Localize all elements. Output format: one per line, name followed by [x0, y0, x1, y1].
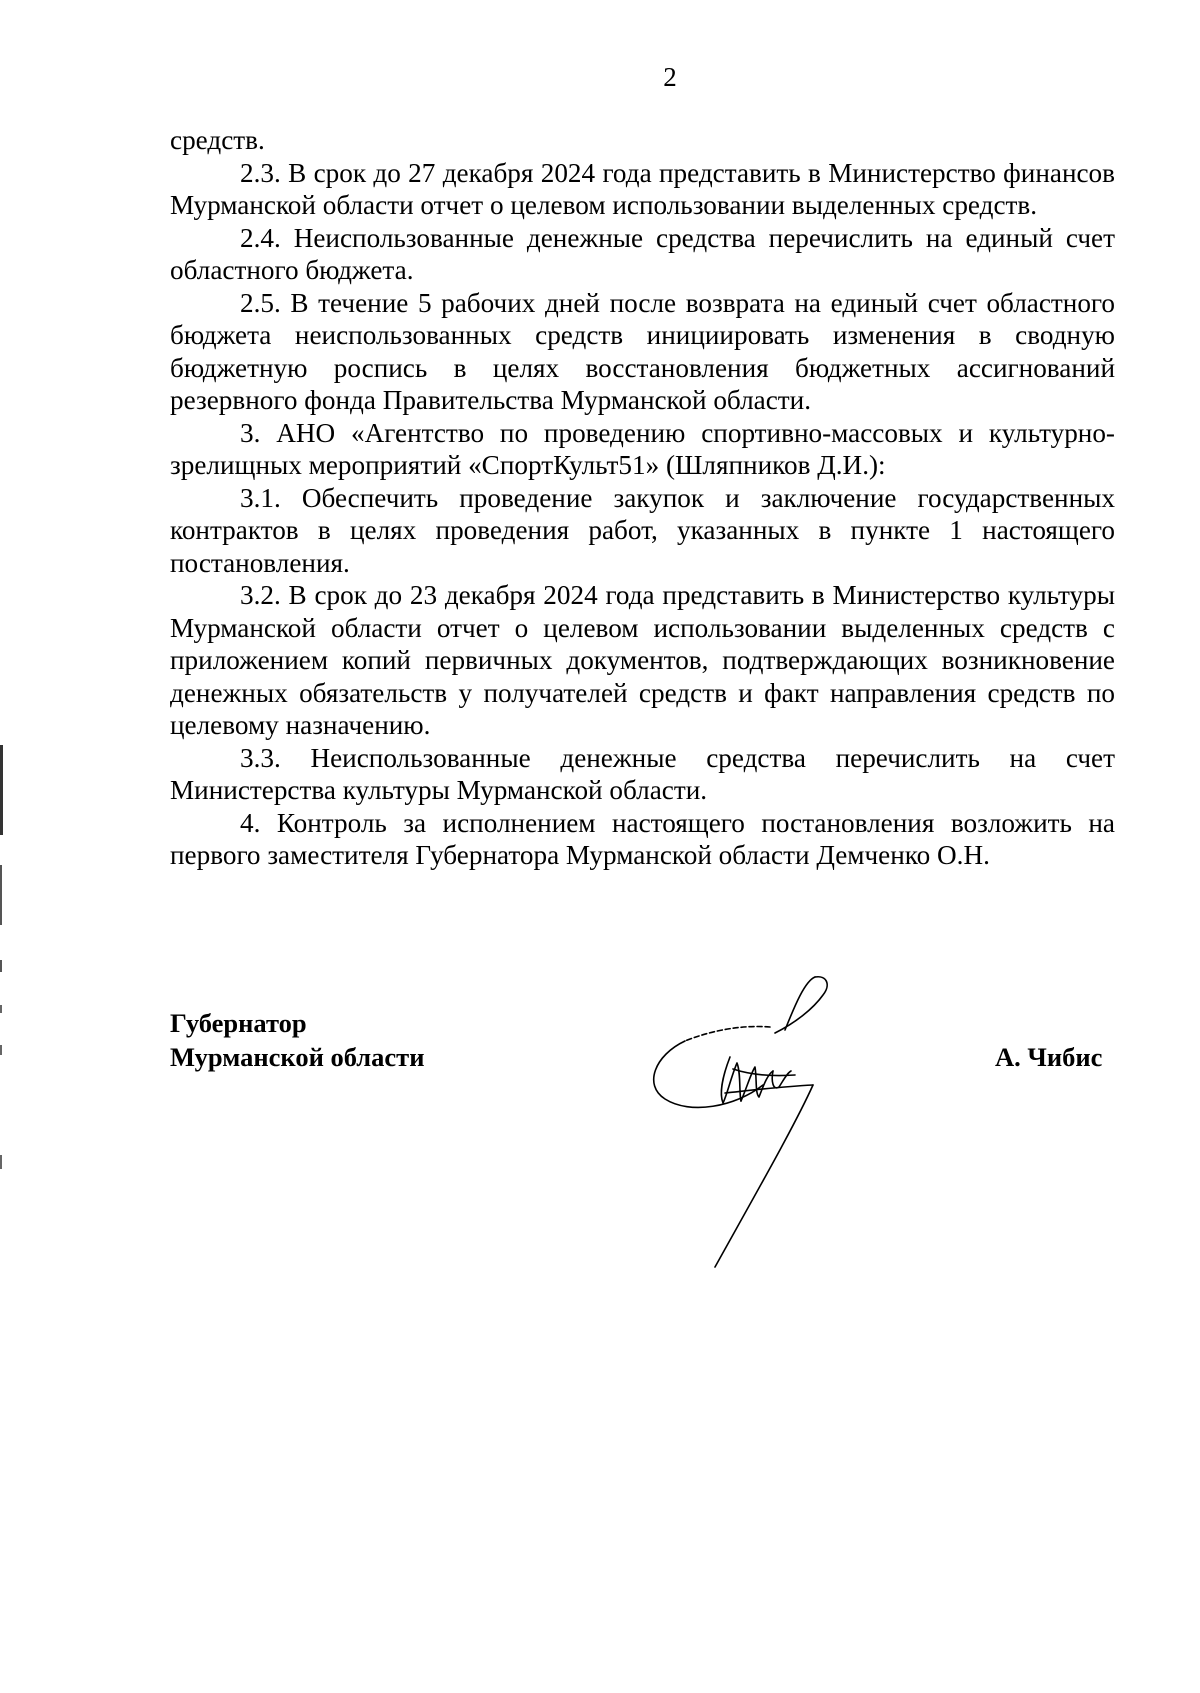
paragraph-2-3: 2.3. В срок до 27 декабря 2024 года представить в Министерство финансов Мурманской области отчет о целевом использовании выделенных средств. [170, 157, 1115, 220]
paragraph-3-2: 3.2. В срок до 23 декабря 2024 года представить в Министерство культуры Мурманской области отчет о целевом использовании выделенных средств с приложением копий первичных документов, подтверждающих возникновение денежных обязательств у получателей средств и факт направления средств по целевому назначению. [170, 580, 1115, 740]
signatory-name: А. Чибис [995, 1042, 1103, 1072]
signatory-title-line1: Губернатор [170, 1008, 307, 1038]
paragraph-4: 4. Контроль за исполнением настоящего постановления возложить на первого заместителя Губернатора Мурманской области Демченко О.Н. [170, 807, 1115, 870]
page-number: 2 [663, 62, 677, 92]
handwritten-signature [645, 975, 875, 1275]
signatory-title [170, 1006, 424, 1074]
signatory-title-line2: Мурманской области [170, 1042, 425, 1072]
paragraph-2-4: 2.4. Неиспользованные денежные средства перечислить на единый счет областного бюджета. [170, 222, 1115, 285]
paragraph-3-1: 3.1. Обеспечить проведение закупок и заключение государственных контрактов в целях проведения работ, указанных в пункте 1 настоящего постановления. [170, 482, 1115, 578]
scan-edge-marks [0, 745, 4, 1185]
paragraph-3-3: 3.3. Неиспользованные денежные средства перечислить на счет Министерства культуры Мурманской области. [170, 742, 1115, 805]
paragraph-3: 3. АНО «Агентство по проведению спортивно-массовых и культурно-зрелищных мероприятий «СпортКульт51» (Шляпников Д.И.): [170, 417, 1115, 480]
paragraph-2-5: 2.5. В течение 5 рабочих дней после возврата на единый счет областного бюджета неиспользованных средств инициировать изменения в сводную бюджетную роспись в целях восстановления бюджетных ассигнований резервного фонда Правительства Мурманской области. [170, 287, 1115, 415]
paragraph-continuation: средств. [170, 125, 265, 155]
document-body [170, 124, 1115, 872]
